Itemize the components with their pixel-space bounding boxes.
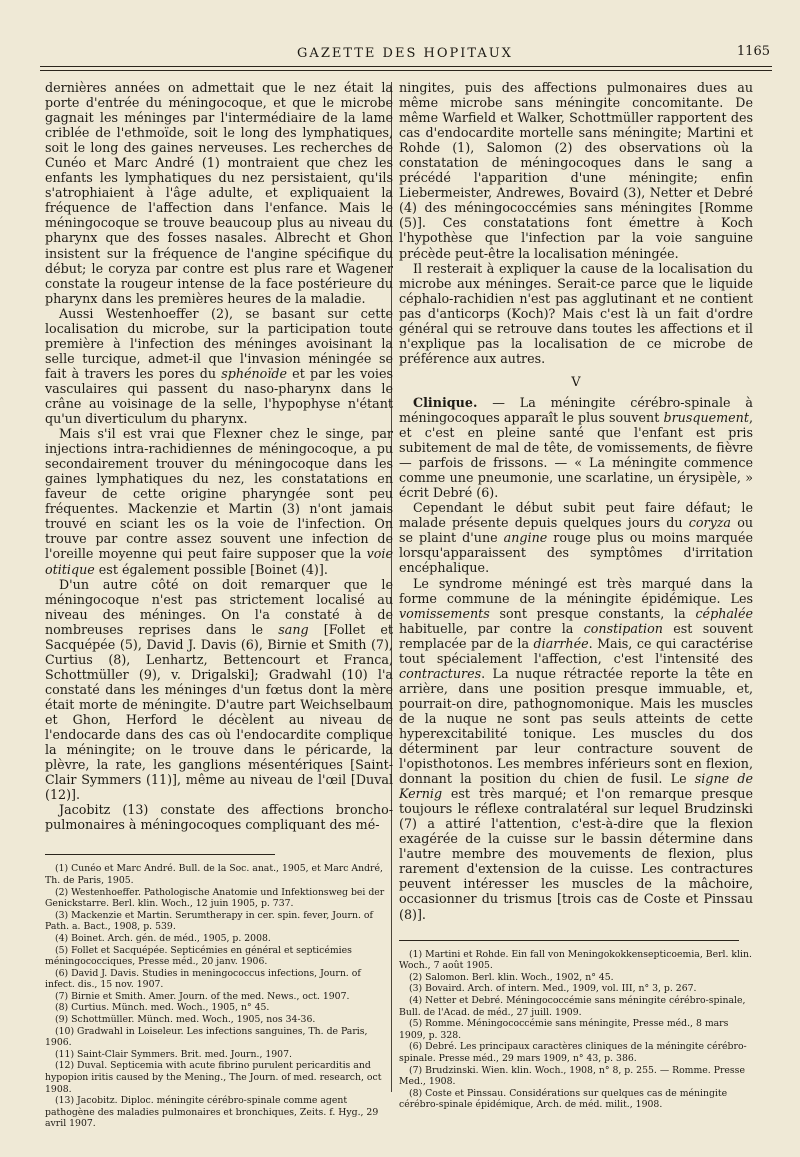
footnote: (8) Coste et Pinssau. Considérations sur quelques cas de méningite cérébro-spinale épidémique, Arch. de méd. milit., 1908. — [399, 1087, 728, 1111]
footnote: (5) Romme. Méningococcémie sans méningite, Presse méd., 8 mars 1909, p. 328. — [399, 1018, 729, 1041]
paragraph: Cependant le début subit peut faire défaut; le malade présente depuis quelques jours du coryza ou se plaint d'une angine rouge plus ou moins marquée lorsqu'apparaissent des symptômes d'irritation encéphalique. — [399, 500, 753, 576]
footnote: (6) David J. Davis. Studies in meningococcus infections, Journ. of infect. dis., 15 nov. 1907. — [45, 967, 361, 991]
footnote: (7) Birnie et Smith. Amer. Journ. of the med. News., oct. 1907. — [55, 990, 350, 1002]
paragraph-text: — La méningite cérébro-spinale à méningocoques apparaît le plus souvent brusquement, et c'est en pleine santé que l'enfant est pris subitement de mal de tête, de vomissements, de fièvre — parfois de frissons. — « La méningite commence comme une pneumonie, une scarlatine, un érysipèle, » écrit Debré (6). — [399, 394, 753, 501]
footnote: (4) Netter et Debré. Méningococcémie sans méningite cérébro-spinale, Bull. de l'Acad. de méd., 27 juill. 1909. — [399, 994, 746, 1018]
footnote: (2) Westenhoeffer. Pathologische Anatomie und Infektionsweg bei der Genickstarre. Berl. klin. Woch., 12 juin 1905, p. 737. — [45, 886, 385, 910]
page-number: 1165 — [736, 44, 770, 59]
paragraph: Jacobitz (13) constate des affections broncho-pulmonaires à méningocoques compliquant des mé- — [45, 802, 393, 833]
paragraph: Le syndrome méningé est très marqué dans la forme commune de la méningite épidémique. Les vomissements sont presque constants, la céphalée habituelle, par contre la constipation est souvent remplacée par de la diarrhée. Mais, ce qui caractérise tout spécialement l'affection, c'est l'intensité des contractures. La nuque rétractée reporte la tête en arrière, dans une position presque immuable, et, pourrait-on dire, pathognomonique. Mais les muscles de la nuque ne sont pas seuls atteints de cette hyperexcitabilité tonique. Les muscles du dos déterminent par leur contracture souvent de l'opisthotonos. Les membres inférieurs sont en flexion, donnant la position du chien de fusil. Le signe de Kernig est très marqué; et l'on remarque presque toujours le réflexe contralatéral sur lequel Brudzinski (7) a attiré l'attention, c'est-à-dire que la flexion exagérée de la cuisse sur le bassin détermine dans l'autre membre des mouvements de flexion, plus rarement d'extension de la cuisse. Les contractures peuvent intéresser les muscles de la mâchoire, occasionner du trismus [trois cas de Coste et Pinssau (8)]. — [399, 575, 753, 922]
paragraph — [399, 395, 753, 500]
paragraph: ningites, puis des affections pulmonaires dues au même microbe sans méningite concomitante. De même Warfield et Walker, Schottmüller rapportent des cas d'endocardite mortelle sans méningite; Martini et Rohde (1), Salomon (2) des observations où la constatation de méningocoques dans le sang a précédé l'apparition d'une méningite; enfin Liebermeister, Andrewes, Bovaird (3), Netter et Debré (4) des méningococcémies sans méningites [Romme (5)]. Ces constatations font émettre à Koch l'hypothèse que l'infection par la voie sanguine précède peut-être la localisation méningée. — [399, 80, 753, 261]
journal-title: GAZETTE DES HOPITAUX — [297, 46, 513, 61]
footnote: (11) Saint-Clair Symmers. Brit. med. Journ., 1907. — [55, 1048, 292, 1060]
footnote: (5) Follet et Sacquépée. Septicémies en général et septicémies méningococciques, Presse méd., 20 janv. 1906. — [45, 944, 352, 968]
footnote-rule — [45, 854, 275, 855]
paragraph: dernières années on admettait que le nez était la porte d'entrée du méningocoque, et que le microbe gagnait les méninges par l'intermédiaire de la lame criblée de l'ethmoïde, soit le long des lymphatiques, soit le long des gaines nerveuses. Les recherches de Cunéo et Marc André (1) montraient que chez les enfants les lymphatiques du nez persistaient, qu'ils s'atrophiaient à l'âge adulte, et expliquaient la fréquence de l'affection dans l'enfance. Mais le méningocoque se trouve beaucoup plus au niveau du pharynx que des fosses nasales. Albrecht et Ghon insistent sur la fréquence de l'angine spécifique du début; le coryza par contre est plus rare et Wagener constate la rougeur intense de la face postérieure du pharynx dans les premières heures de la maladie. — [45, 80, 393, 306]
paragraph: Mais s'il est vrai que Flexner chez le singe, par injections intra-rachidiennes de méningocoque, a pu secondairement trouver du méningocoque dans les gaines lymphatiques du nez, les constatations en faveur de cette origine pharyngée sont peu fréquentes. Mackenzie et Martin (3) n'ont jamais trouvé en sciant les os la voie de l'infection. On trouve par contre assez souvent une infection de l'oreille moyenne qui peut faire supposer que la voie otitique est également possible [Boinet (4)]. — [45, 426, 393, 577]
left-column — [45, 80, 393, 1130]
footnote: (3) Bovaird. Arch. of intern. Med., 1909, vol. III, n° 3, p. 267. — [409, 983, 697, 995]
footnote: (1) Cunéo et Marc André. Bull. de la Soc. anat., 1905, et Marc André, Th. de Paris, 1905. — [45, 863, 383, 886]
paragraph: D'un autre côté on doit remarquer que le méningocoque n'est pas strictement localisé au niveau des méninges. On l'a constaté à de nombreuses reprises dans le sang [Follet et Sacquépée (5), David J. Davis (6), Birnie et Smith (7), Curtius (8), Lenhartz, Bettencourt et Franca, Schottmüller (9), v. Drigalski]; Gradwahl (10) l'a constaté dans les méninges d'un fœtus dont la mère était morte de méningite. D'autre part Weichselbaum et Ghon, Herford le décèlent au niveau de l'endocarde dans des cas où l'endocardite complique la méningite; on le trouve dans le péricarde, la plèvre, la rate, les ganglions mésentériques [Saint-Clair Symmers (11)], même au niveau de l'œil [Duval (12)]. — [45, 576, 394, 803]
footnote: (8) Curtius. Münch. med. Woch., 1905, n° 45. — [55, 1002, 270, 1014]
footnote: (7) Brudzinski. Wien. klin. Woch., 1908, n° 8, p. 255. — Romme. Presse Med., 1908. — [399, 1064, 745, 1088]
right-column — [399, 80, 753, 1111]
section-heading: Clinique. — [413, 394, 478, 410]
paragraph: Il resterait à expliquer la cause de la localisation du microbe aux méninges. Serait-ce parce que le liquide céphalo-rachidien n'est pas agglutinant et ne contient pas d'anticorps (Koch)? Mais c'est là un fait d'ordre général qui se retrouve dans toutes les affections et il n'explique pas la localisation de ce microbe de préférence aux autres. — [399, 260, 753, 366]
header-rule — [40, 66, 772, 71]
footnote-rule — [399, 940, 739, 941]
footnote: (3) Mackenzie et Martin. Serumtherapy in cer. spin. fever, Journ. of Path. a. Bact., 1908, p. 539. — [45, 909, 373, 933]
running-header — [40, 40, 770, 66]
footnote: (6) Debré. Les principaux caractères cliniques de la méningite cérébro-spinale. Presse méd., 29 mars 1909, n° 43, p. 386. — [399, 1041, 747, 1064]
footnote: (12) Duval. Septicemia with acute fibrino purulent pericarditis and hypopion iritis caused by the Mening., The Journ. of med. research, oct 1908. — [45, 1060, 382, 1095]
footnote: (1) Martini et Rohde. Ein fall von Meningokokkensepticoemia, Berl. klin. Woch., 7 août 1905. — [399, 948, 752, 972]
section-number: V — [571, 373, 581, 389]
footnote: (13) Jacobitz. Diploc. méningite cérébro-spinale comme agent pathogène des maladies pulmonaires et bronchiques, Zeits. f. Hyg., 29 avril 1907. — [45, 1095, 379, 1130]
footnote: (9) Schottmüller. Münch. med. Woch., 1905, nos 34-36. — [55, 1014, 316, 1026]
footnote: (10) Gradwahl in Loiseleur. Les infections sanguines, Th. de Paris, 1906. — [45, 1025, 368, 1049]
footnotes-right — [399, 949, 753, 1111]
footnotes-left — [45, 863, 393, 1130]
paragraph: Aussi Westenhoeffer (2), se basant sur cette localisation du microbe, sur la participation toute première à l'infection des méninges avoisinant la selle turcique, admet-il que l'invasion méningée se fait à travers les pores du sphénoïde et par les voies vasculaires qui passent du naso-pharynx dans le crâne au voisinage de la selle, l'hypophyse n'étant qu'un diverticulum du pharynx. — [45, 305, 394, 427]
footnote: (2) Salomon. Berl. klin. Woch., 1902, n° 45. — [409, 971, 614, 983]
footnote: (4) Boinet. Arch. gén. de méd., 1905, p. 2008. — [55, 932, 271, 944]
